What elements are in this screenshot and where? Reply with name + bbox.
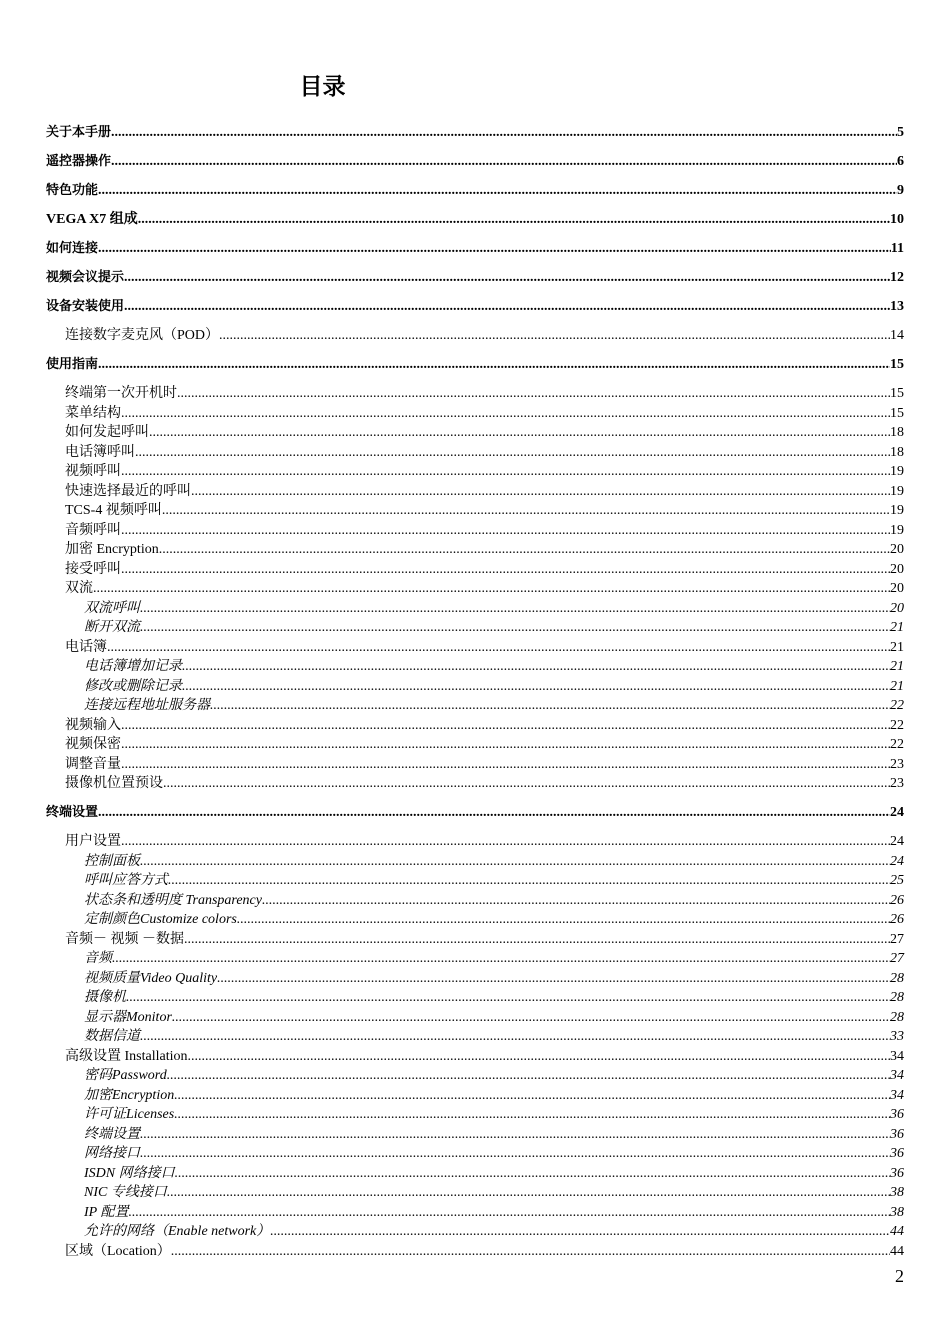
toc-entry[interactable] — [0, 616, 950, 636]
dot-leader — [149, 425, 890, 441]
toc-entry-label: 快速选择最近的呼叫 — [65, 483, 191, 499]
toc-entry-label: 用户设置 — [65, 834, 121, 849]
toc-entry-page: 21 — [890, 639, 904, 655]
toc-entry-page: 14 — [890, 328, 904, 343]
toc-entry-label: 如何发起呼叫 — [65, 425, 149, 440]
dot-leader — [121, 834, 890, 850]
dot-leader — [162, 503, 890, 519]
toc-entry-label: 区域（Location） — [65, 1243, 171, 1259]
toc-entry[interactable] — [0, 733, 950, 753]
toc-entry[interactable] — [0, 1181, 950, 1201]
toc-entry-label: 高级设置 Installation — [65, 1048, 188, 1064]
toc-entry-label: 双流 — [65, 581, 93, 596]
dot-leader — [174, 1088, 890, 1104]
dot-leader — [262, 893, 890, 909]
toc-entry-label: 状态条和透明度 Transparency — [84, 892, 262, 908]
dot-leader — [163, 776, 890, 792]
toc-entry-page: 10 — [890, 212, 904, 227]
dot-leader — [138, 212, 890, 228]
toc-entry[interactable] — [0, 295, 950, 315]
toc-entry-label: 遥控器操作 — [46, 154, 112, 169]
toc-entry[interactable] — [0, 121, 950, 141]
toc-entry-label: 视频保密 — [65, 737, 121, 752]
dot-leader — [140, 1127, 890, 1143]
toc-entry-label: 终端设置 — [84, 1126, 140, 1142]
toc-entry-page: 44 — [890, 1243, 904, 1259]
dot-leader — [121, 737, 890, 753]
toc-entry-page: 11 — [890, 241, 904, 256]
toc-entry[interactable] — [0, 460, 950, 480]
dot-leader — [168, 873, 890, 889]
dot-leader — [140, 620, 890, 636]
toc-entry-label: 电话簿呼叫 — [65, 444, 135, 460]
dot-leader — [135, 445, 890, 461]
toc-entry[interactable] — [0, 986, 950, 1006]
toc-entry-label: 视频输入 — [65, 717, 121, 733]
toc-entry[interactable] — [0, 772, 950, 792]
dot-leader — [140, 1029, 890, 1045]
toc-entry[interactable] — [0, 1084, 950, 1104]
toc-entry-label: 网络接口 — [84, 1146, 140, 1161]
toc-entry[interactable] — [0, 714, 950, 734]
toc-entry[interactable] — [0, 499, 950, 519]
toc-entry-page: 24 — [890, 853, 904, 869]
toc-entry[interactable] — [0, 947, 950, 967]
dot-leader — [121, 562, 890, 578]
toc-entry-label: 特色功能 — [46, 183, 99, 198]
toc-entry-page: 25 — [890, 873, 904, 888]
toc-entry[interactable] — [0, 421, 950, 441]
toc-entry[interactable] — [0, 1025, 950, 1045]
toc-entry[interactable] — [0, 1162, 950, 1182]
dot-leader — [98, 357, 890, 373]
toc-entry-label: 密码Password — [84, 1068, 167, 1083]
toc-entry[interactable] — [0, 519, 950, 539]
toc-entry-page: 27 — [890, 951, 904, 966]
toc-entry-label: 如何连接 — [46, 241, 99, 256]
dot-leader — [124, 299, 890, 315]
dot-leader — [210, 698, 890, 714]
toc-entry-label: 许可证Licenses — [84, 1107, 175, 1122]
toc-entry-page: 23 — [890, 756, 904, 772]
toc-entry-page: 19 — [890, 503, 904, 518]
toc-entry-label: 菜单结构 — [65, 405, 121, 421]
toc-entry[interactable] — [0, 850, 950, 870]
toc-entry-label: 双流呼叫 — [84, 600, 140, 616]
toc-entry-page: 23 — [890, 776, 904, 791]
toc-entry-label: 电话簿 — [65, 639, 107, 655]
toc-entry[interactable] — [0, 324, 950, 344]
toc-entry-label: 允许的网络（Enable network） — [84, 1224, 271, 1239]
toc-entry-page: 20 — [890, 561, 904, 577]
dot-leader — [121, 757, 890, 773]
dot-leader — [121, 464, 890, 480]
toc-entry[interactable] — [0, 558, 950, 578]
dot-leader — [177, 386, 890, 402]
toc-entry-label: 关于本手册 — [46, 125, 112, 140]
toc-entry-page: 34 — [890, 1087, 904, 1103]
toc-entry-label: 视频会议提示 — [46, 270, 125, 285]
toc-entry[interactable] — [0, 1103, 950, 1123]
toc-entry[interactable] — [0, 801, 950, 821]
dot-leader — [98, 241, 891, 257]
toc-entry-page: 28 — [890, 990, 904, 1005]
dot-leader — [98, 805, 890, 821]
dot-leader — [174, 1107, 890, 1123]
dot-leader — [182, 659, 890, 675]
toc-entry-page: 34 — [890, 1048, 904, 1064]
toc-entry[interactable] — [0, 353, 950, 373]
toc-entry[interactable] — [0, 1064, 950, 1084]
toc-entry-label: 断开双流 — [84, 620, 140, 635]
toc-entry-label: 加密Encryption — [84, 1087, 175, 1103]
toc-entry[interactable] — [0, 382, 950, 402]
dot-leader — [182, 679, 890, 695]
toc-entry[interactable] — [0, 597, 950, 617]
toc-entry-page: 22 — [890, 698, 904, 713]
toc-entry[interactable] — [0, 753, 950, 773]
toc-entry[interactable] — [0, 266, 950, 286]
toc-entry[interactable] — [0, 237, 950, 257]
dot-leader — [167, 1068, 890, 1084]
toc-entry[interactable] — [0, 441, 950, 461]
toc-entry-label: 控制面板 — [84, 853, 140, 869]
toc-entry[interactable] — [0, 150, 950, 170]
toc-entry[interactable] — [0, 928, 950, 948]
toc-entry-page: 6 — [897, 154, 904, 169]
toc-entry-page: 34 — [890, 1068, 904, 1083]
toc-entry[interactable] — [0, 208, 950, 228]
dot-leader — [172, 1010, 890, 1026]
toc-entry-page: 26 — [890, 912, 904, 927]
toc-entry[interactable] — [0, 830, 950, 850]
toc-entry-page: 44 — [890, 1224, 904, 1239]
toc-entry-page: 38 — [890, 1185, 904, 1200]
toc-entry-page: 12 — [890, 270, 904, 285]
toc-entry[interactable] — [0, 179, 950, 199]
toc-entry-page: 19 — [890, 483, 904, 499]
toc-entry-page: 28 — [890, 1009, 904, 1025]
toc-entry-page: 28 — [890, 970, 904, 986]
toc-entry[interactable] — [0, 1142, 950, 1162]
toc-entry-label: 终端设置 — [46, 805, 99, 820]
dot-leader — [111, 154, 897, 170]
dot-leader — [140, 601, 890, 617]
toc-entry-label: 数据信道 — [84, 1029, 140, 1044]
dot-leader — [237, 912, 890, 928]
toc-entry[interactable] — [0, 967, 950, 987]
toc-entry-page: 36 — [890, 1126, 904, 1142]
toc-entry-page: 13 — [890, 299, 904, 314]
toc-entry-label: VEGA X7 组成 — [46, 212, 138, 227]
dot-leader — [217, 971, 890, 987]
toc-entry-label: 连接远程地址服务器 — [84, 698, 210, 713]
toc-entry[interactable] — [0, 889, 950, 909]
toc-entry-page: 15 — [890, 357, 904, 372]
toc-entry-label: 加密 Encryption — [65, 542, 159, 557]
dot-leader — [171, 1244, 890, 1260]
toc-entry-label: 音频－ 视频 －数据 — [65, 931, 184, 947]
toc-entry-label: ISDN 网络接口 — [84, 1165, 175, 1181]
dot-leader — [121, 523, 890, 539]
toc-entry-page: 36 — [890, 1165, 904, 1181]
dot-leader — [140, 854, 890, 870]
toc-entry-page: 22 — [890, 717, 904, 733]
toc-entry[interactable] — [0, 1006, 950, 1026]
toc-entry[interactable] — [0, 402, 950, 422]
toc-entry[interactable] — [0, 1045, 950, 1065]
dot-leader — [126, 990, 890, 1006]
toc-entry[interactable] — [0, 655, 950, 675]
toc-entry-page: 22 — [890, 737, 904, 752]
toc-entry-page: 20 — [890, 600, 904, 616]
toc-entry-page: 19 — [890, 464, 904, 479]
dot-leader — [107, 640, 890, 656]
dot-leader — [219, 328, 890, 344]
toc-entry-label: IP 配置 — [84, 1204, 129, 1220]
toc-entry-page: 18 — [890, 444, 904, 460]
toc-entry-label: 接受呼叫 — [65, 561, 121, 577]
toc-entry-page: 18 — [890, 425, 904, 440]
toc-entry-label: 电话簿增加记录 — [84, 659, 182, 674]
toc-entry-label: 定制颜色Customize colors — [84, 912, 237, 927]
toc-entry-page: 20 — [890, 581, 904, 596]
toc-entry-page: 27 — [890, 931, 904, 947]
toc-entry-page: 33 — [890, 1029, 904, 1044]
dot-leader — [121, 718, 890, 734]
toc-entry-page: 38 — [890, 1204, 904, 1220]
toc-entry-page: 21 — [890, 678, 904, 694]
dot-leader — [175, 1166, 890, 1182]
toc-entry-label: 连接数字麦克风（POD） — [65, 328, 220, 343]
toc-entry-label: 修改或删除记录 — [84, 678, 182, 694]
toc-entry-page: 20 — [890, 542, 904, 557]
dot-leader — [184, 932, 890, 948]
toc-entry-page: 15 — [890, 386, 904, 401]
toc-entry-label: 音频呼叫 — [65, 522, 121, 538]
toc-entry-label: 调整音量 — [65, 756, 121, 772]
toc-entry-label: 音频 — [84, 951, 112, 966]
toc-entry[interactable] — [0, 538, 950, 558]
toc-entry-page: 36 — [890, 1107, 904, 1122]
toc-entry[interactable] — [0, 908, 950, 928]
dot-leader — [159, 542, 890, 558]
toc-entry-label: NIC 专线接口 — [84, 1185, 167, 1200]
dot-leader — [112, 951, 890, 967]
toc-entry-page: 24 — [890, 834, 904, 849]
toc-entry-label: 终端第一次开机时 — [65, 386, 177, 401]
toc-entry[interactable] — [0, 1220, 950, 1240]
dot-leader — [270, 1224, 890, 1240]
dot-leader — [121, 406, 890, 422]
toc-entry[interactable] — [0, 869, 950, 889]
toc-entry[interactable] — [0, 1201, 950, 1221]
dot-leader — [111, 125, 897, 141]
toc-entry-label: 摄像机位置预设 — [65, 776, 163, 791]
toc-entry-label: 显示器Monitor — [84, 1009, 172, 1025]
toc-entry[interactable] — [0, 577, 950, 597]
dot-leader — [191, 484, 890, 500]
dot-leader — [124, 270, 890, 286]
toc-entry-page: 9 — [897, 183, 904, 198]
toc-entry-label: 视频质量Video Quality — [84, 970, 218, 986]
toc-entry[interactable] — [0, 480, 950, 500]
toc-entry-label: 视频呼叫 — [65, 464, 121, 479]
page-number: 2 — [895, 1266, 904, 1286]
toc-entry[interactable] — [0, 1240, 950, 1260]
toc-entry-page: 15 — [890, 405, 904, 421]
dot-leader — [128, 1205, 890, 1221]
dot-leader — [140, 1146, 890, 1162]
toc-entry[interactable] — [0, 636, 950, 656]
dot-leader — [93, 581, 890, 597]
toc-entry[interactable] — [0, 694, 950, 714]
toc-entry[interactable] — [0, 675, 950, 695]
toc-entry-page: 36 — [890, 1146, 904, 1161]
page-title: 目录 — [299, 74, 346, 100]
toc-entry-page: 21 — [890, 659, 904, 674]
toc-entry-label: 呼叫应答方式 — [84, 873, 168, 888]
toc-entry-page: 24 — [890, 805, 904, 820]
toc-entry-label: TCS-4 视频呼叫 — [65, 503, 162, 518]
toc-entry-label: 摄像机 — [84, 990, 126, 1005]
toc-entry-label: 设备安装使用 — [46, 299, 125, 314]
toc-entry-page: 19 — [890, 522, 904, 538]
toc-entry-page: 21 — [890, 620, 904, 635]
toc-entry-label: 使用指南 — [46, 357, 99, 372]
dot-leader — [98, 183, 897, 199]
toc-entry-page: 5 — [897, 125, 904, 140]
dot-leader — [188, 1049, 891, 1065]
toc-entry[interactable] — [0, 1123, 950, 1143]
toc-entry-page: 26 — [890, 892, 904, 908]
dot-leader — [167, 1185, 890, 1201]
